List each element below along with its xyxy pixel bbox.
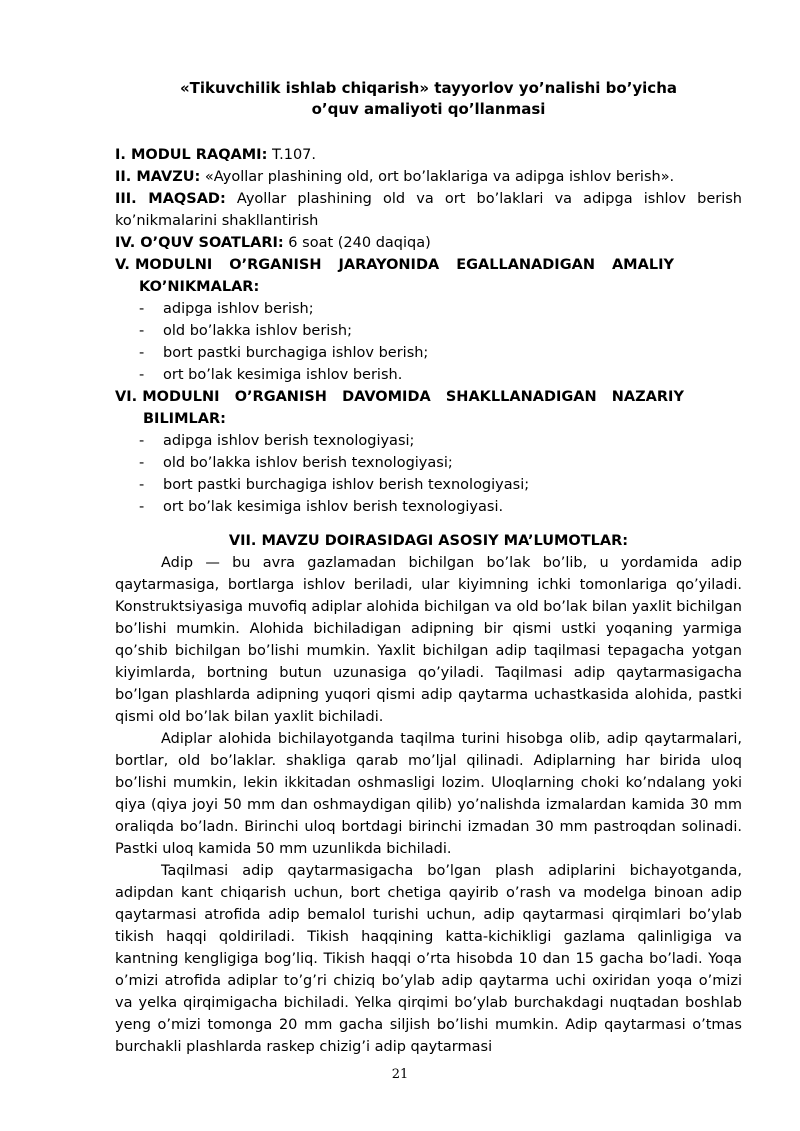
section-vi-heading (115, 386, 742, 408)
maqsad-value: Ayollar plashining old va ort bo’laklari va adipga ishlov berish ko’nikmalarini shakllantirish (115, 191, 743, 229)
list-item: - old bo’lakka ishlov berish texnologiyasi; (115, 452, 742, 474)
section-vi-word: DAVOMIDA (342, 389, 431, 405)
title-line-2: o’quv amaliyoti qo’llanmasi (311, 100, 546, 118)
section-v-list (115, 298, 742, 386)
list-item: - ort bo’lak kesimiga ishlov berish. (115, 364, 742, 386)
mavzu-value: «Ayollar plashining old, ort bo’laklariga va adipga ishlov berish». (200, 169, 675, 185)
section-vi-word: O’RGANISH (234, 389, 327, 405)
section-v-word: AMALIY (611, 257, 674, 273)
section-v-heading-cont: KO’NIKMALAR: (139, 279, 260, 295)
body-paragraph: Adip — bu avra gazlamadan bichilgan bo’lak bo’lib, u yordamida adip qaytarmasiga, bortlarga ishlov beriladi, ular kiyimning ichki tomonlariga qo’yiladi. Konstruktsiyasiga muvofiq adiplar alohida bichilgan va old bo’lak bilan yaxlit bichilgan bo’lishi mumkin. Alohida bichiladigan adipning bir qismi ustki yoqaning yarmiga qo’shib bichilgan bo’lishi mumkin. Yaxlit bichilgan adip taqilmasi tepagacha yotgan kiyimlarda, bortning butun uzunasiga qo’yiladi. Taqilmasi adip qaytarmasigacha bo’lgan plashlarda adipning yuqori qismi adip qaytarma uchastkasida alohida, pastki qismi old bo’lak bilan yaxlit bichiladi. (115, 555, 742, 725)
maqsad-label: III. MAQSAD: (115, 191, 226, 207)
soat-value: 6 soat (240 daqiqa) (283, 235, 431, 251)
modul-label: I. MODUL RAQAMI: (115, 147, 268, 163)
document-title (115, 78, 742, 120)
section-vi-word: NAZARIY (611, 389, 684, 405)
soat-field (115, 232, 742, 254)
section-v-word: MODULNI (134, 257, 213, 273)
soat-label: IV. O’QUV SOATLARI: (115, 235, 284, 251)
section-vi-number-word (115, 386, 220, 408)
section-v-heading (115, 254, 742, 276)
section-vi-word: MODULNI (142, 389, 220, 405)
section-vi-word: SHAKLLANADIGAN (445, 389, 597, 405)
list-item: - bort pastki burchagiga ishlov berish; (115, 342, 742, 364)
maqsad-field (115, 188, 742, 232)
list-item: - ort bo’lak kesimiga ishlov berish texnologiyasi. (115, 496, 742, 518)
section-vi-list (115, 430, 742, 518)
modul-value: T.107. (267, 147, 317, 163)
section-v-word: JARAYONIDA (338, 257, 440, 273)
mavzu-label: II. MAVZU: (115, 169, 201, 185)
list-item: - bort pastki burchagiga ishlov berish texnologiyasi; (115, 474, 742, 496)
list-item: - adipga ishlov berish texnologiyasi; (115, 430, 742, 452)
body-paragraph: Adiplar alohida bichilayotganda taqilma turini hisobga olib, adip qaytarmalari, bortlar, old bo’laklar. shakliga qarab mo’ljal qilinadi. Adiplarning har birida uloq bo’lishi mumkin, lekin ikkitadan oshmasligi lozim. Uloqlarning choki ko’ndalang yoki qiya (qiya joyi 50 mm dan oshmaydigan qilib) yo’nalishda izmalardan kamida 30 mm oraliqda bo’ladn. Birinchi uloq bortdagi birinchi izmadan 30 mm pastroqdan solinadi. Pastki uloq kamida 50 mm uzunlikda bichiladi. (115, 731, 742, 857)
section-v-number-word (115, 254, 212, 276)
page-number: 21 (391, 1067, 409, 1082)
list-item: - adipga ishlov berish; (115, 298, 742, 320)
title-line-1: «Tikuvchilik ishlab chiqarish» tayyorlov yo’nalishi bo’yicha (179, 79, 677, 97)
section-v-number: V. (115, 257, 130, 273)
document-body (115, 144, 742, 1058)
modul-field (115, 144, 742, 166)
section-vii-heading: VII. MAVZU DOIRASIDAGI ASOSIY MA’LUMOTLAR: (228, 533, 629, 549)
list-item: - old bo’lakka ishlov berish; (115, 320, 742, 342)
section-v-word: O’RGANISH (229, 257, 322, 273)
mavzu-field (115, 166, 742, 188)
section-vi-heading-cont: BILIMLAR: (143, 411, 226, 427)
section-vi-number: VI. (115, 389, 138, 405)
body-paragraph: Taqilmasi adip qaytarmasigacha bo’lgan plash adiplarini bichayotganda, adipdan kant chiqarish uchun, bort chetiga qayirib o’rash va modelga binoan adip qaytarmasi atrofida adip bemalol turishi uchun, adip qaytarmasi qirqimlari bo’ylab tikish haqqi qoldiriladi. Tikish haqqining katta-kichikligi gazlama qalinligiga va kantning kengligiga bog’liq. Tikish haqqi o’rta hisobda 10 dan 15 gacha bo’ladi. Yoqa o’mizi atrofida adiplar to’g’ri chiziq bo’ylab adip qaytarma uchi oxiridan yoqa o’mizi va yelka qirqimigacha bichiladi. Yelka qirqimi bo’ylab burchakdagi nuqtadan boshlab yeng o’mizi tomonga 20 mm gacha siljish bo’lishi mumkin. Adip qaytarmasi o’tmas burchakli plashlarda raskep chizig’i adip qaytarmasi (115, 863, 742, 1055)
section-v-word: EGALLANADIGAN (456, 257, 595, 273)
